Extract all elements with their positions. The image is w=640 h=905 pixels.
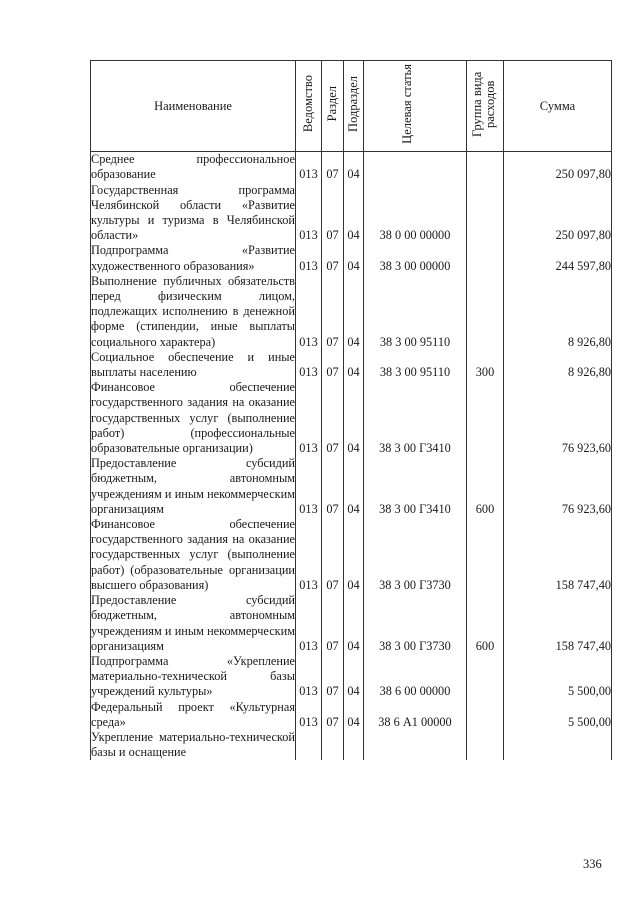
header-vedomstvo: Ведомство — [296, 61, 322, 152]
table-row — [91, 152, 612, 183]
row-vedomstvo: 013 — [296, 350, 322, 380]
row-celevaya: 38 3 00 95110 — [364, 350, 467, 380]
row-summa — [504, 730, 612, 760]
table-row — [91, 700, 612, 730]
row-celevaya: 38 3 00 Г3410 — [364, 380, 467, 456]
header-gruppa: Группа вида расходов — [467, 61, 504, 152]
row-celevaya: 38 6 А1 00000 — [364, 700, 467, 730]
budget-table — [90, 60, 612, 760]
row-podrazdel: 04 — [344, 380, 364, 456]
row-celevaya: 38 0 00 00000 — [364, 183, 467, 244]
row-celevaya: 38 3 00 Г3410 — [364, 456, 467, 517]
row-gruppa — [467, 152, 504, 183]
row-podrazdel: 04 — [344, 654, 364, 700]
row-summa: 158 747,40 — [504, 593, 612, 654]
table-row — [91, 380, 612, 456]
row-vedomstvo: 013 — [296, 456, 322, 517]
row-celevaya — [364, 152, 467, 183]
row-razdel: 07 — [322, 593, 344, 654]
row-summa: 8 926,80 — [504, 274, 612, 350]
row-podrazdel: 04 — [344, 517, 364, 593]
row-summa: 158 747,40 — [504, 517, 612, 593]
header-summa: Сумма — [504, 61, 612, 152]
row-gruppa — [467, 243, 504, 273]
row-name: Подпрограмма «Развитие художественного образования» — [91, 243, 295, 273]
row-vedomstvo: 013 — [296, 380, 322, 456]
row-razdel: 07 — [322, 654, 344, 700]
header-celevaya: Целевая статья — [364, 61, 467, 152]
row-celevaya: 38 6 00 00000 — [364, 654, 467, 700]
row-name: Подпрограмма «Укрепление материально-технической базы учреждений культуры» — [91, 653, 295, 699]
row-vedomstvo: 013 — [296, 593, 322, 654]
row-razdel: 07 — [322, 517, 344, 593]
row-name: Укрепление материально-технической базы и оснащение — [91, 729, 295, 760]
row-razdel: 07 — [322, 456, 344, 517]
row-vedomstvo: 013 — [296, 274, 322, 350]
row-vedomstvo: 013 — [296, 654, 322, 700]
table-row — [91, 517, 612, 593]
row-summa: 5 500,00 — [504, 654, 612, 700]
row-celevaya: 38 3 00 Г3730 — [364, 517, 467, 593]
table-row — [91, 183, 612, 244]
row-summa: 5 500,00 — [504, 700, 612, 730]
row-gruppa: 300 — [467, 350, 504, 380]
row-celevaya — [364, 730, 467, 760]
row-gruppa — [467, 183, 504, 244]
row-podrazdel: 04 — [344, 274, 364, 350]
row-vedomstvo: 013 — [296, 183, 322, 244]
row-summa: 8 926,80 — [504, 350, 612, 380]
row-name: Предоставление субсидий бюджетным, автономным учреждениям и иным некоммерческим организациям — [91, 593, 295, 653]
row-razdel: 07 — [322, 274, 344, 350]
row-razdel: 07 — [322, 243, 344, 273]
row-vedomstvo — [296, 730, 322, 760]
row-podrazdel: 04 — [344, 350, 364, 380]
row-name: Социальное обеспечение и иные выплаты населению — [91, 349, 295, 380]
row-gruppa — [467, 274, 504, 350]
table-row — [91, 243, 612, 273]
row-celevaya: 38 3 00 95110 — [364, 274, 467, 350]
row-vedomstvo: 013 — [296, 700, 322, 730]
table-row — [91, 456, 612, 517]
header-name: Наименование — [91, 61, 296, 152]
row-gruppa — [467, 654, 504, 700]
row-podrazdel: 04 — [344, 243, 364, 273]
row-podrazdel — [344, 730, 364, 760]
row-summa: 250 097,80 — [504, 183, 612, 244]
row-razdel: 07 — [322, 350, 344, 380]
row-podrazdel: 04 — [344, 152, 364, 183]
row-razdel: 07 — [322, 183, 344, 244]
row-podrazdel: 04 — [344, 456, 364, 517]
row-gruppa — [467, 730, 504, 760]
table-row — [91, 593, 612, 654]
row-podrazdel: 04 — [344, 700, 364, 730]
row-gruppa — [467, 380, 504, 456]
row-razdel: 07 — [322, 700, 344, 730]
table-row — [91, 730, 612, 760]
header-podrazdel: Подраздел — [344, 61, 364, 152]
row-gruppa: 600 — [467, 456, 504, 517]
row-name: Государственная программа Челябинской области «Развитие культуры и туризма в Челябинской области» — [91, 182, 295, 243]
page-number: 336 — [583, 857, 602, 871]
row-summa: 76 923,60 — [504, 380, 612, 456]
header-razdel: Раздел — [322, 61, 344, 152]
row-gruppa — [467, 700, 504, 730]
row-gruppa — [467, 517, 504, 593]
row-razdel: 07 — [322, 380, 344, 456]
row-name: Выполнение публичных обязательств перед физическим лицом, подлежащих исполнению в денежной форме (стипендии, иные выплаты социального характера) — [91, 273, 295, 349]
row-vedomstvo: 013 — [296, 243, 322, 273]
row-razdel: 07 — [322, 152, 344, 183]
row-name: Федеральный проект «Культурная среда» — [91, 699, 295, 729]
table-row — [91, 350, 612, 380]
row-podrazdel: 04 — [344, 593, 364, 654]
row-summa: 250 097,80 — [504, 152, 612, 183]
row-celevaya: 38 3 00 Г3730 — [364, 593, 467, 654]
row-celevaya: 38 3 00 00000 — [364, 243, 467, 273]
row-razdel — [322, 730, 344, 760]
row-podrazdel: 04 — [344, 183, 364, 244]
row-name: Среднее профессиональное образование — [91, 152, 295, 182]
row-vedomstvo: 013 — [296, 152, 322, 183]
row-name: Предоставление субсидий бюджетным, автономным учреждениям и иным некоммерческим организациям — [91, 456, 295, 516]
header-row — [91, 61, 612, 152]
row-gruppa: 600 — [467, 593, 504, 654]
row-summa: 244 597,80 — [504, 243, 612, 273]
table-row — [91, 274, 612, 350]
row-summa: 76 923,60 — [504, 456, 612, 517]
row-name: Финансовое обеспечение государственного задания на оказание государственных услуг (выполнение работ) (профессиональные образовательные организации) — [91, 380, 295, 456]
row-vedomstvo: 013 — [296, 517, 322, 593]
table-row — [91, 654, 612, 700]
row-name: Финансовое обеспечение государственного задания на оказание государственных услуг (выполнение работ) (образовательные организации высшего образования) — [91, 517, 295, 592]
